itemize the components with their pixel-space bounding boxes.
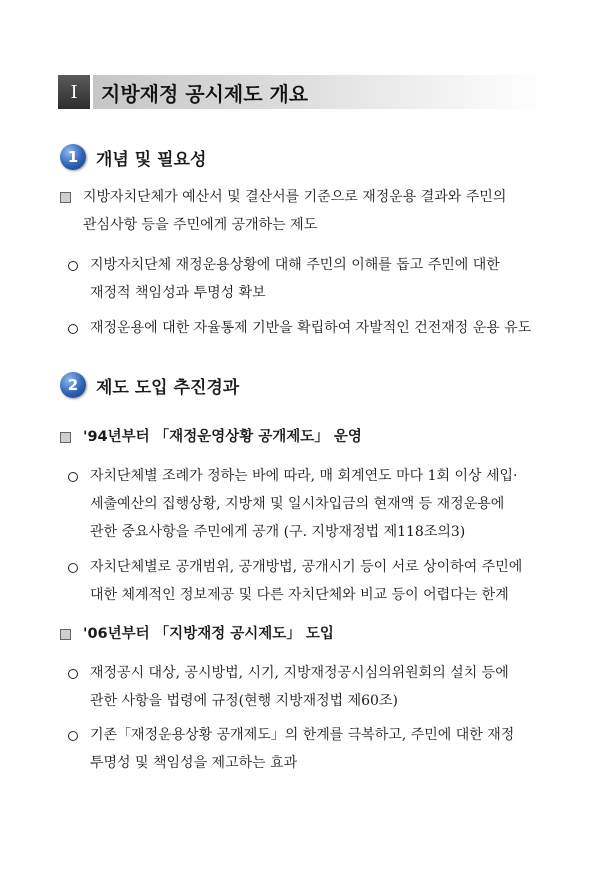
section-1-title: 개념 및 필요성 — [96, 149, 207, 170]
text-line: 자치단체별 조례가 정하는 바에 따라, 매 회계연도 마다 1회 이상 세입· — [90, 468, 518, 484]
circle-bullet-icon — [68, 731, 78, 741]
section-1-number: 1 — [67, 148, 79, 166]
chapter-title: 지방재정 공시제도 개요 — [101, 81, 309, 106]
circle-bullet-item — [68, 462, 517, 546]
section-number-circle-icon — [60, 144, 86, 170]
item-text — [90, 251, 500, 307]
text-line: 관한 중요사항을 주민에게 공개 (구. 지방재정법 제118조의3) — [90, 524, 466, 540]
text-line: 재정적 책임성과 투명성 확보 — [90, 285, 266, 301]
section-2-number: 2 — [67, 376, 79, 394]
section-1-header — [60, 144, 206, 170]
square-bullet-icon — [60, 629, 71, 640]
chapter-title-bar — [93, 75, 548, 109]
square-bullet-icon — [60, 192, 71, 203]
item-text — [90, 553, 522, 609]
circle-bullet-icon — [68, 669, 78, 679]
text-line: 지방자치단체 재정운용상황에 대해 주민의 이해를 돕고 주민에 대한 — [90, 257, 500, 273]
section-2-header — [60, 372, 239, 398]
chapter-roman-numeral: Ⅰ — [70, 81, 78, 103]
text-line: 관심사항 등을 주민에게 공개하는 제도 — [83, 217, 318, 233]
text-line: 투명성 및 책임성을 제고하는 효과 — [90, 755, 298, 771]
chapter-number-box — [58, 75, 90, 109]
circle-bullet-icon — [68, 563, 78, 573]
item-text — [90, 314, 531, 342]
item-text — [90, 721, 514, 777]
text-line: 재정공시 대상, 공시방법, 시기, 지방재정공시심의위원회의 설치 등에 — [90, 665, 509, 681]
circle-bullet-icon — [68, 324, 78, 334]
circle-bullet-icon — [68, 472, 78, 482]
square-bullet-item — [60, 183, 506, 239]
circle-bullet-item — [68, 553, 522, 609]
text-line: 세출예산의 집행상황, 지방채 및 일시차입금의 현재액 등 재정운용에 — [90, 496, 505, 512]
item-text — [90, 462, 517, 546]
square-bullet-icon — [60, 432, 71, 443]
circle-bullet-item — [68, 251, 500, 307]
text-line: 자치단체별로 공개범위, 공개방법, 공개시기 등이 서로 상이하여 주민에 — [90, 559, 523, 575]
square-bullet-heading — [60, 620, 334, 648]
circle-bullet-icon — [68, 261, 78, 271]
square-bullet-heading — [60, 423, 362, 451]
circle-bullet-item — [68, 314, 531, 342]
chapter-header — [58, 74, 548, 110]
circle-bullet-item — [68, 659, 509, 715]
group-heading: '94년부터 「재정운영상황 공개제도」 운영 — [83, 429, 362, 445]
section-number-circle-icon — [60, 372, 86, 398]
section-2-title: 제도 도입 추진경과 — [96, 377, 240, 398]
text-line: 대한 체계적인 정보제공 및 다른 자치단체와 비교 등이 어렵다는 한계 — [90, 587, 509, 603]
item-text — [90, 659, 509, 715]
text-line: 기존「재정운용상황 공개제도」의 한계를 극복하고, 주민에 대한 재정 — [90, 727, 515, 743]
group-heading: '06년부터 「지방재정 공시제도」 도입 — [83, 626, 334, 642]
text-line: 재정운용에 대한 자율통제 기반을 확립하여 자발적인 건전재정 운용 유도 — [90, 320, 532, 336]
text-line: 관한 사항을 법령에 규정(현행 지방재정법 제60조) — [90, 693, 398, 709]
item-text — [83, 183, 506, 239]
circle-bullet-item — [68, 721, 514, 777]
text-line: 지방자치단체가 예산서 및 결산서를 기준으로 재정운용 결과와 주민의 — [83, 189, 507, 205]
